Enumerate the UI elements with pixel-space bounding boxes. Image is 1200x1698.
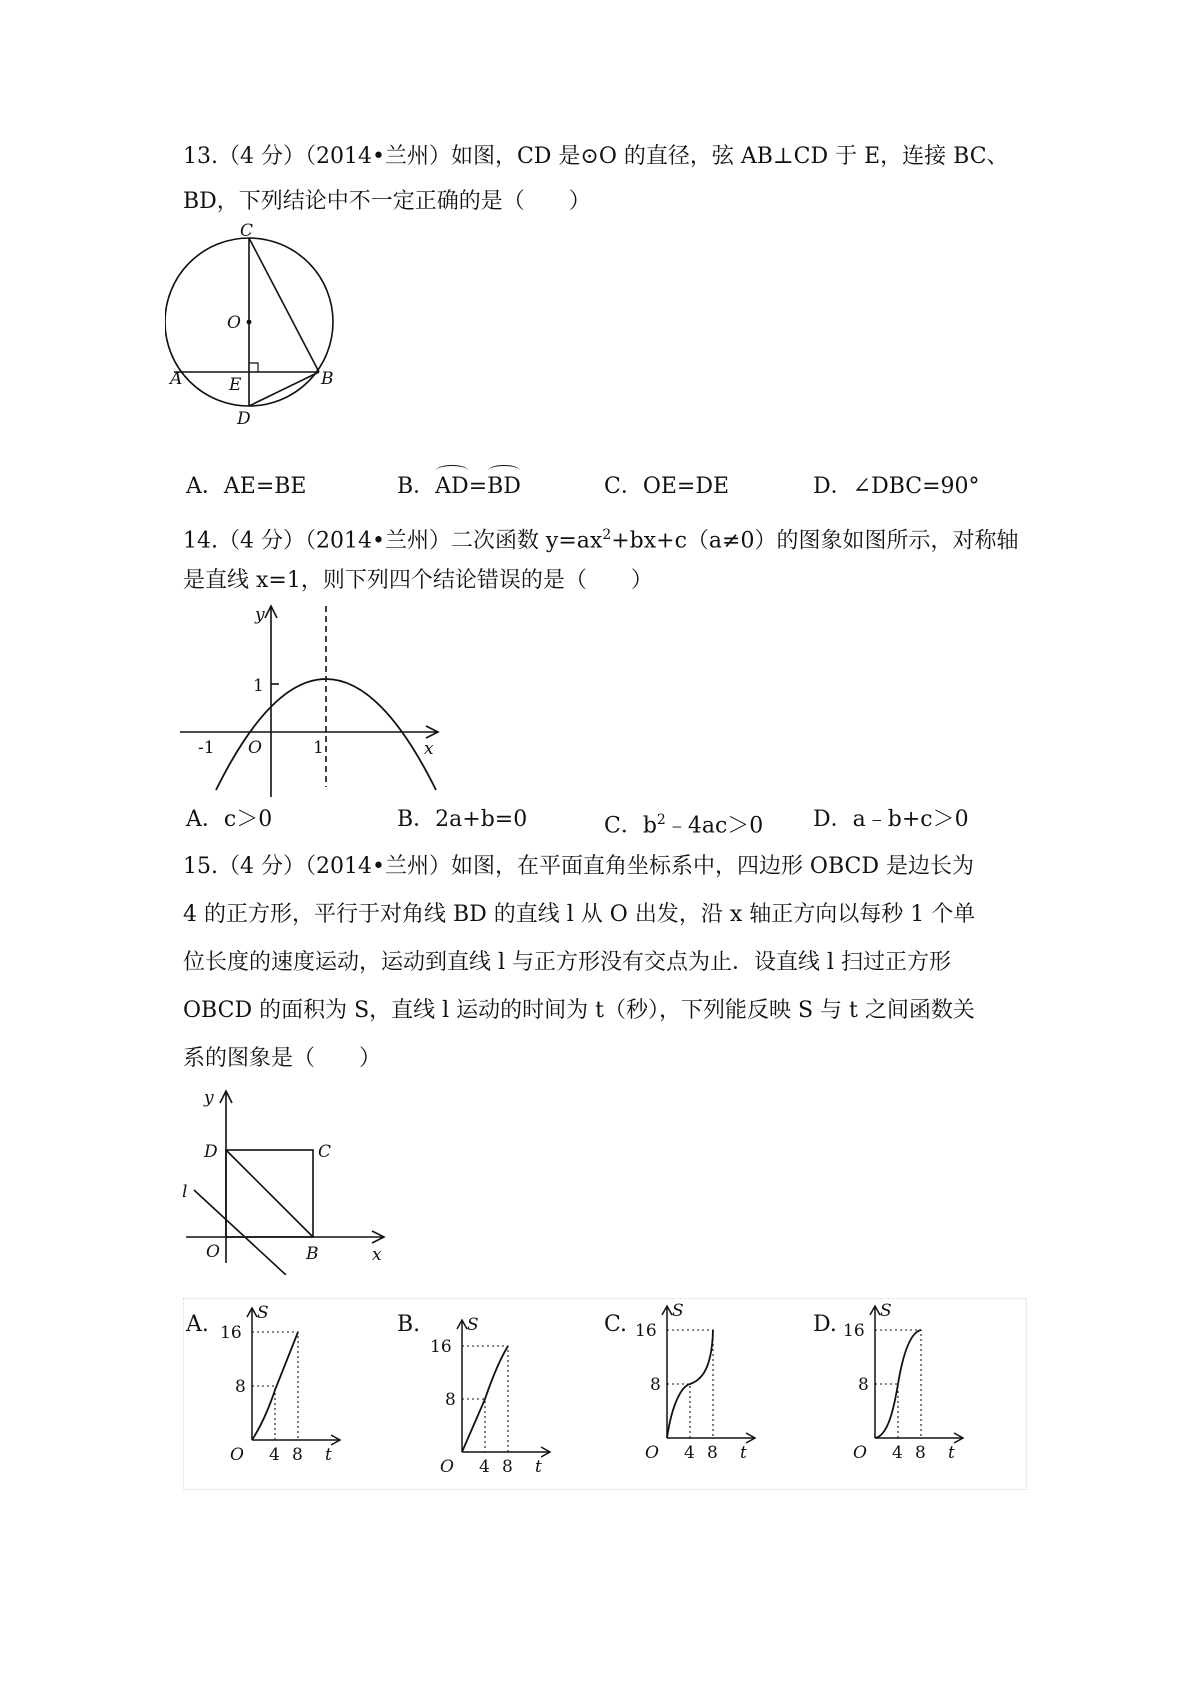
q15-option-d-graph[interactable] (828, 1298, 968, 1473)
q15-stem-line3: 位长度的速度运动，运动到直线 l 与正方形没有交点为止．设直线 l 扫过正方形 (183, 950, 952, 975)
q15-d-label-t: t (948, 1443, 955, 1463)
q13-label-A: A (170, 369, 183, 389)
q14-label-y: y (255, 605, 265, 625)
q14-stem-line1-post: +bx+c（a≠0）的图象如图所示，对称轴 (611, 528, 1019, 554)
q14-option-a[interactable]: A．c＞0 (186, 807, 273, 832)
q15-c-label-8: 8 (650, 1375, 661, 1395)
q14-label-O: O (248, 738, 262, 758)
q15-square-svg (176, 1085, 396, 1275)
q15-a-label-8: 8 (235, 1377, 246, 1397)
q13-stem-line2: BD，下列结论中不一定正确的是（ ） (183, 189, 591, 214)
q15-stem-line2: 4 的正方形，平行于对角线 BD 的直线 l 从 O 出发，沿 x 轴正方向以每秒 1 个单 (183, 902, 976, 927)
q15-b-label-t4: 4 (479, 1457, 490, 1477)
q15-stem-line1: 15.（4 分）（2014•兰州）如图，在平面直角坐标系中，四边形 OBCD 是边长为 (183, 854, 975, 879)
q15-b-label-s: S (467, 1315, 479, 1335)
q15-d-label-s: S (880, 1301, 892, 1321)
q14-option-c-post: ﹣4ac＞0 (665, 813, 764, 839)
q15-stem-line5: 系的图象是（ ） (183, 1046, 382, 1071)
q13-label-B: B (321, 369, 334, 389)
q14-label-one-x: 1 (313, 738, 324, 758)
q15-a-label-t8: 8 (292, 1445, 303, 1465)
q15-b-label-8: 8 (445, 1390, 456, 1410)
q15-a-label-t4: 4 (269, 1445, 280, 1465)
q13-label-O: O (227, 313, 241, 333)
q15-b-label-16: 16 (430, 1337, 452, 1357)
q14-label-neg1: -1 (198, 738, 215, 758)
q14-stem-line1 (183, 520, 1018, 556)
q15-square-figure (176, 1085, 396, 1275)
q13-arc-bd: BD (487, 472, 521, 502)
q15-option-d-label[interactable]: D. (813, 1312, 837, 1337)
q14-option-c[interactable] (604, 805, 763, 841)
q14-label-x: x (424, 739, 434, 759)
q13-option-b[interactable] (397, 472, 521, 502)
q14-option-b[interactable]: B．2a+b=0 (397, 807, 528, 832)
q15-label-x: x (372, 1245, 382, 1265)
q15-d-label-8: 8 (858, 1375, 869, 1395)
q15-a-label-16: 16 (220, 1323, 242, 1343)
q15-c-label-16: 16 (635, 1321, 657, 1341)
q15-label-y: y (204, 1088, 214, 1108)
q15-option-a-graph[interactable] (205, 1300, 345, 1475)
q15-label-O: O (206, 1242, 220, 1262)
q14-parabola-svg (178, 602, 448, 802)
q14-option-c-sup: 2 (656, 812, 666, 828)
q15-a-label-s: S (257, 1303, 269, 1323)
q13-option-d[interactable]: D．∠DBC=90° (813, 474, 980, 499)
q15-b-label-o: O (440, 1457, 454, 1477)
q13-label-C: C (240, 221, 254, 241)
q13-label-D: D (237, 409, 251, 429)
q13-arc-ad: AD (435, 472, 469, 502)
q15-b-label-t8: 8 (502, 1457, 513, 1477)
q14-option-c-pre: C．b (604, 813, 657, 839)
q13-option-b-eq: = (468, 474, 488, 499)
q14-stem-line1-sup: 2 (602, 527, 612, 543)
q13-option-b-prefix: B． (397, 474, 436, 499)
q15-c-label-o: O (645, 1443, 659, 1463)
q14-label-one-y: 1 (253, 676, 264, 696)
q15-a-label-o: O (230, 1445, 244, 1465)
q13-circle-figure (165, 218, 365, 430)
q15-label-l: l (182, 1182, 188, 1202)
q13-option-a[interactable]: A．AE=BE (186, 474, 307, 499)
q15-c-label-t8: 8 (707, 1443, 718, 1463)
q15-d-label-t8: 8 (915, 1443, 926, 1463)
q15-option-c-graph[interactable] (620, 1298, 760, 1473)
q15-c-label-s: S (672, 1301, 684, 1321)
q15-stem-line4: OBCD 的面积为 S，直线 l 运动的时间为 t（秒），下列能反映 S 与 t 之间函数关 (183, 998, 975, 1023)
q15-option-c-label[interactable]: C. (604, 1312, 628, 1337)
q14-option-d[interactable]: D．a﹣b+c＞0 (813, 807, 969, 832)
q15-c-label-t: t (740, 1443, 747, 1463)
q15-label-C: C (318, 1142, 332, 1162)
q13-label-E: E (229, 375, 242, 395)
q15-a-label-t: t (325, 1445, 332, 1465)
q15-d-label-t4: 4 (892, 1443, 903, 1463)
q14-parabola-figure (178, 602, 448, 802)
q14-stem-line2: 是直线 x=1，则下列四个结论错误的是（ ） (183, 568, 653, 593)
q15-option-b-graph[interactable] (415, 1312, 555, 1487)
q15-d-label-o: O (853, 1443, 867, 1463)
q13-circle-svg (165, 218, 365, 430)
q15-option-b-label[interactable]: B. (397, 1312, 421, 1337)
q15-d-label-16: 16 (843, 1321, 865, 1341)
q15-label-B: B (306, 1244, 319, 1264)
q13-option-c[interactable]: C．OE=DE (604, 474, 730, 499)
q13-stem-line1: 13.（4 分）（2014•兰州）如图，CD 是⊙O 的直径，弦 AB⊥CD 于 E，连接 BC、 (183, 144, 1009, 169)
q15-label-D: D (204, 1142, 218, 1162)
q15-c-label-t4: 4 (684, 1443, 695, 1463)
q15-option-a-label[interactable]: A. (186, 1312, 209, 1337)
q15-b-label-t: t (535, 1457, 542, 1477)
q14-stem-line1-pre: 14.（4 分）（2014•兰州）二次函数 y=ax (183, 528, 603, 554)
